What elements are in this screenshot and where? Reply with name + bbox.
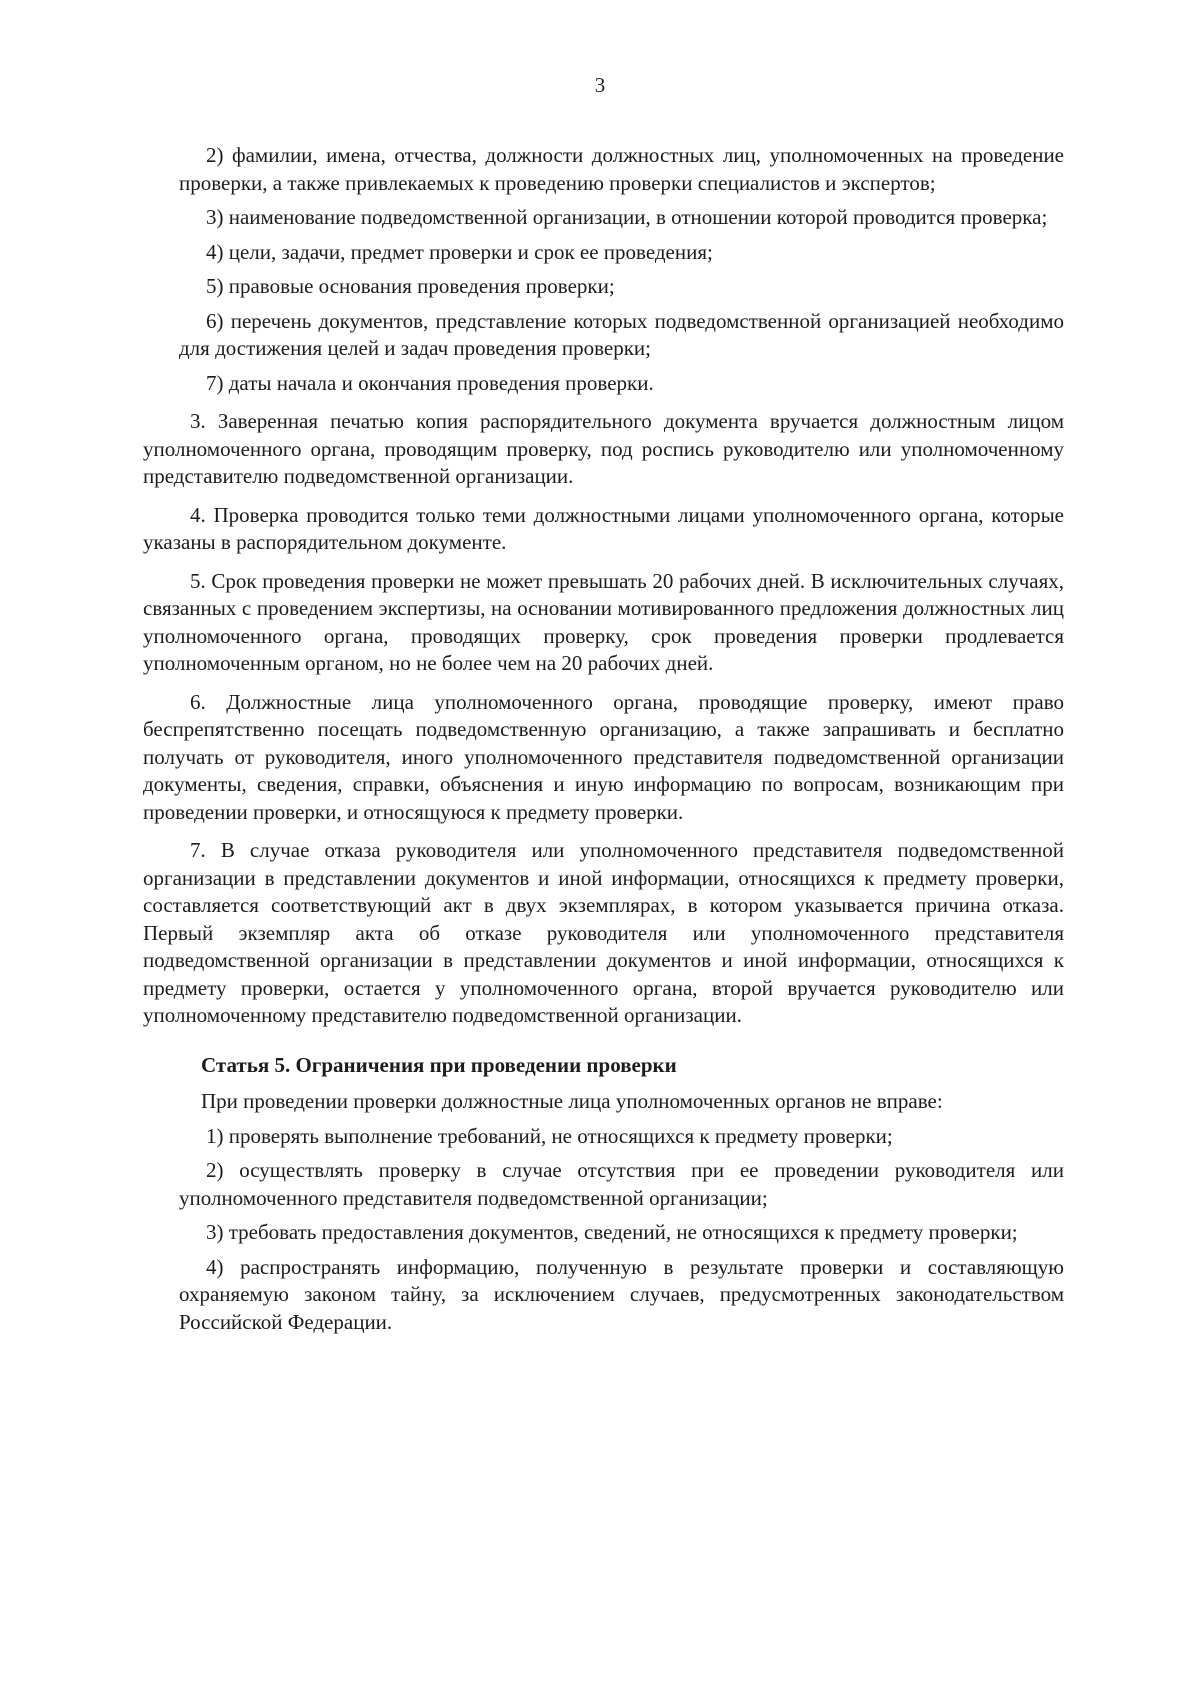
sub-item-3: 3) наименование подведомственной организации, в отношении которой проводится проверка; (206, 205, 1048, 229)
sub-item-6: 6) перечень документов, представление которых подведомственной организацией необходимо для достижения целей и задач проведения проверки; (179, 308, 1064, 360)
article-5-heading: Статья 5. Ограничения при проведении проверки (201, 1052, 677, 1077)
article-5-item-4: 4) распространять информацию, полученную в результате проверки и составляющую охраняемую законом тайну, за исключением случаев, предусмотренных законодательством Российской Федерации. (179, 1254, 1064, 1334)
paragraph-6: 6. Должностные лица уполномоченного органа, проводящие проверку, имеют право беспрепятственно посещать подведомственную организацию, а также запрашивать и бесплатно получать от руководителя, иного уполномоченного представителя подведомственной организации документы, сведения, справки, объяснения и иную информацию по вопросам, возникающим при проведении проверки, и относящуюся к предмету проверки. (143, 689, 1064, 824)
paragraph-3: 3. Заверенная печатью копия распорядительного документа вручается должностным лицом уполномоченного органа, проводящим проверку, под роспись руководителю или уполномоченному представителю подведомственной организации. (143, 409, 1064, 488)
article-5-item-1: 1) проверять выполнение требований, не относящихся к предмету проверки; (206, 1123, 893, 1148)
page-number: 3 (594, 73, 606, 97)
document-body (143, 142, 1064, 1336)
article-5-intro: При проведении проверки должностные лица уполномоченных органов не вправе: (201, 1089, 943, 1113)
sub-item-7: 7) даты начала и окончания проведения проверки. (206, 370, 654, 395)
paragraph-7: 7. В случае отказа руководителя или уполномоченного представителя подведомственной организации в представлении документов и иной информации, относящихся к предмету проверки, составляется соответствующий акт в двух экземплярах, в котором указывается причина отказа. Первый экземпляр акта об отказе руководителя или уполномоченного представителя подведомственной организации в представлении документов и иной информации, относящихся к предмету проверки, остается у уполномоченного органа, второй вручается руководителю или уполномоченному представителю подведомственной организации. (143, 838, 1064, 1027)
paragraph-5: 5. Срок проведения проверки не может превышать 20 рабочих дней. В исключительных случаях, связанных с проведением экспертизы, на основании мотивированного предложения должностных лиц уполномоченного органа, проводящих проверку, срок проведения проверки продлевается уполномоченным органом, но не более чем на 20 рабочих дней. (143, 568, 1064, 675)
article-5-item-2: 2) осуществлять проверку в случае отсутствия при ее проведении руководителя или уполномоченного представителя подведомственной организации; (179, 1158, 1064, 1210)
paragraph-4: 4. Проверка проводится только теми должностными лицами уполномоченного органа, которые указаны в распорядительном документе. (143, 502, 1064, 554)
article-5-item-3: 3) требовать предоставления документов, сведений, не относящихся к предмету проверки; (206, 1220, 1018, 1244)
sub-item-2: 2) фамилии, имена, отчества, должности должностных лиц, уполномоченных на проведение проверки, а также привлекаемых к проведению проверки специалистов и экспертов; (179, 143, 1064, 195)
sub-item-4: 4) цели, задачи, предмет проверки и срок ее проведения; (206, 239, 713, 264)
sub-item-5: 5) правовые основания проведения проверки; (206, 274, 615, 298)
